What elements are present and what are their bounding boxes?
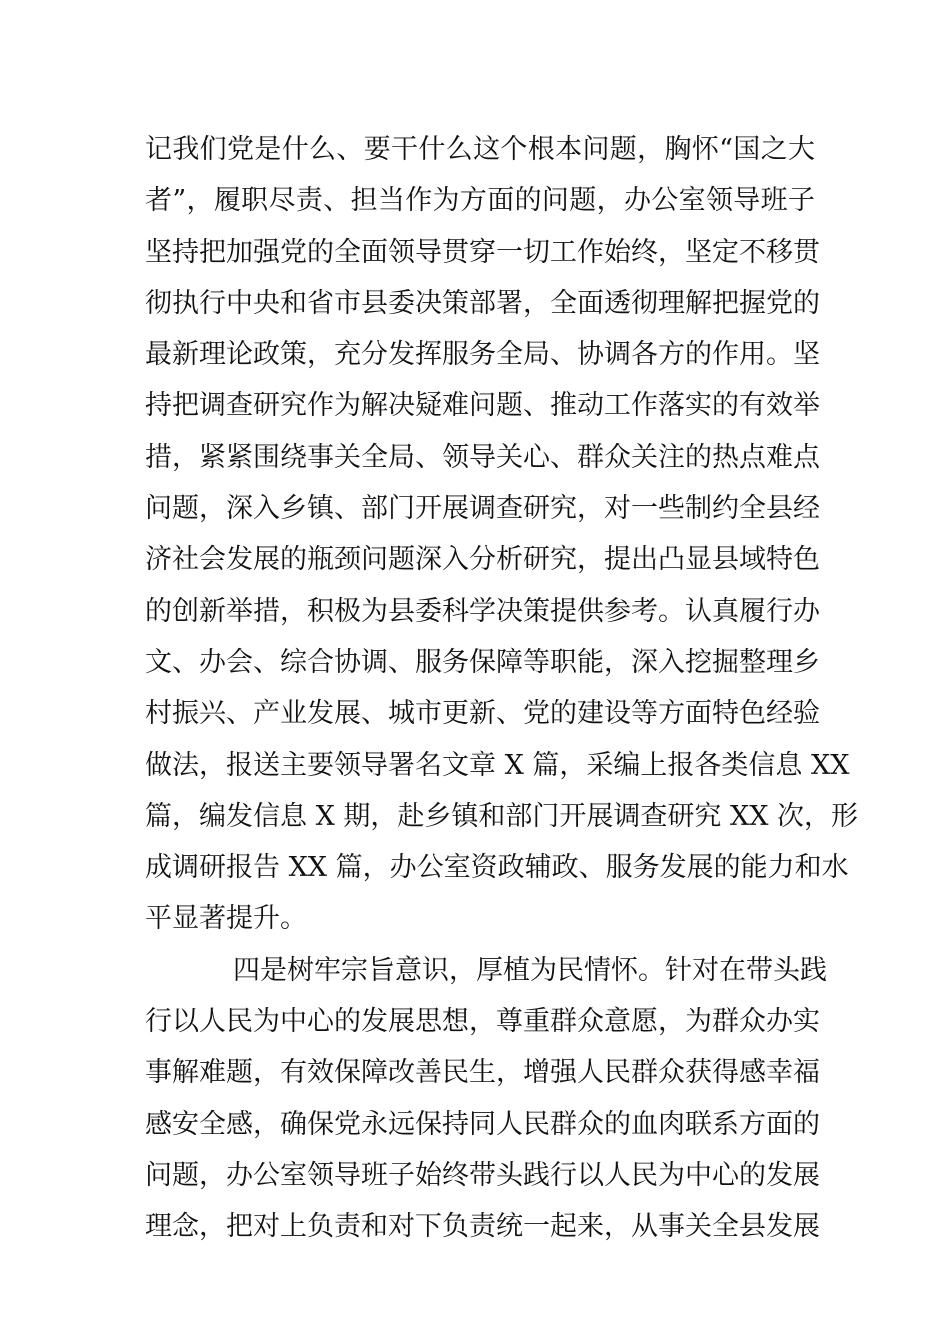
text-line: 平显著提升。 xyxy=(145,903,307,935)
text-line: 最新理论政策，充分发挥服务全局、协调各方的作用。坚 xyxy=(145,339,820,371)
text-line: 成调研报告 XX 篇，办公室资政辅政、服务发展的能力和水 xyxy=(145,852,849,884)
text-line: 村振兴、产业发展、城市更新、党的建设等方面特色经验 xyxy=(145,698,820,730)
text-line: 做法，报送主要领导署名文章 X 篇，采编上报各类信息 XX xyxy=(145,749,850,781)
text-line: 彻执行中央和省市县委决策部署，全面透彻理解把握党的 xyxy=(145,287,820,319)
text-line: 问题，办公室领导班子始终带头践行以人民为中心的发展 xyxy=(145,1159,820,1191)
text-line: 篇，编发信息 X 期，赴乡镇和部门开展调查研究 XX 次，形 xyxy=(145,800,858,832)
text-line: 文、办会、综合协调、服务保障等职能，深入挖掘整理乡 xyxy=(145,646,820,678)
text-line: 措，紧紧围绕事关全局、领导关心、群众关注的热点难点 xyxy=(145,441,820,473)
paragraph-heading-line: 四是树牢宗旨意识，厚植为民情怀。针对在带头践 xyxy=(233,954,827,986)
text-line: 的创新举措，积极为县委科学决策提供参考。认真履行办 xyxy=(145,595,820,627)
text-line: 坚持把加强党的全面领导贯穿一切工作始终，坚定不移贯 xyxy=(145,236,820,268)
document-body xyxy=(145,124,858,1253)
text-line: 感安全感，确保党永远保持同人民群众的血肉联系方面的 xyxy=(145,1108,820,1140)
text-line: 事解难题，有效保障改善民生，增强人民群众获得感幸福 xyxy=(145,1057,820,1089)
text-line: 济社会发展的瓶颈问题深入分析研究，提出凸显县域特色 xyxy=(145,544,820,576)
text-line: 行以人民为中心的发展思想，尊重群众意愿，为群众办实 xyxy=(145,1006,820,1038)
text-line: 记我们党是什么、要干什么这个根本问题，胸怀“国之大 xyxy=(145,134,815,165)
text-line: 理念，把对上负责和对下负责统一起来，从事关全县发展 xyxy=(145,1211,820,1243)
text-line: 持把调查研究作为解决疑难问题、推动工作落实的有效举 xyxy=(145,390,820,422)
text-line: 问题，深入乡镇、部门开展调查研究，对一些制约全县经 xyxy=(145,493,820,525)
text-line: 者”，履职尽责、担当作为方面的问题，办公室领导班子 xyxy=(145,185,815,217)
